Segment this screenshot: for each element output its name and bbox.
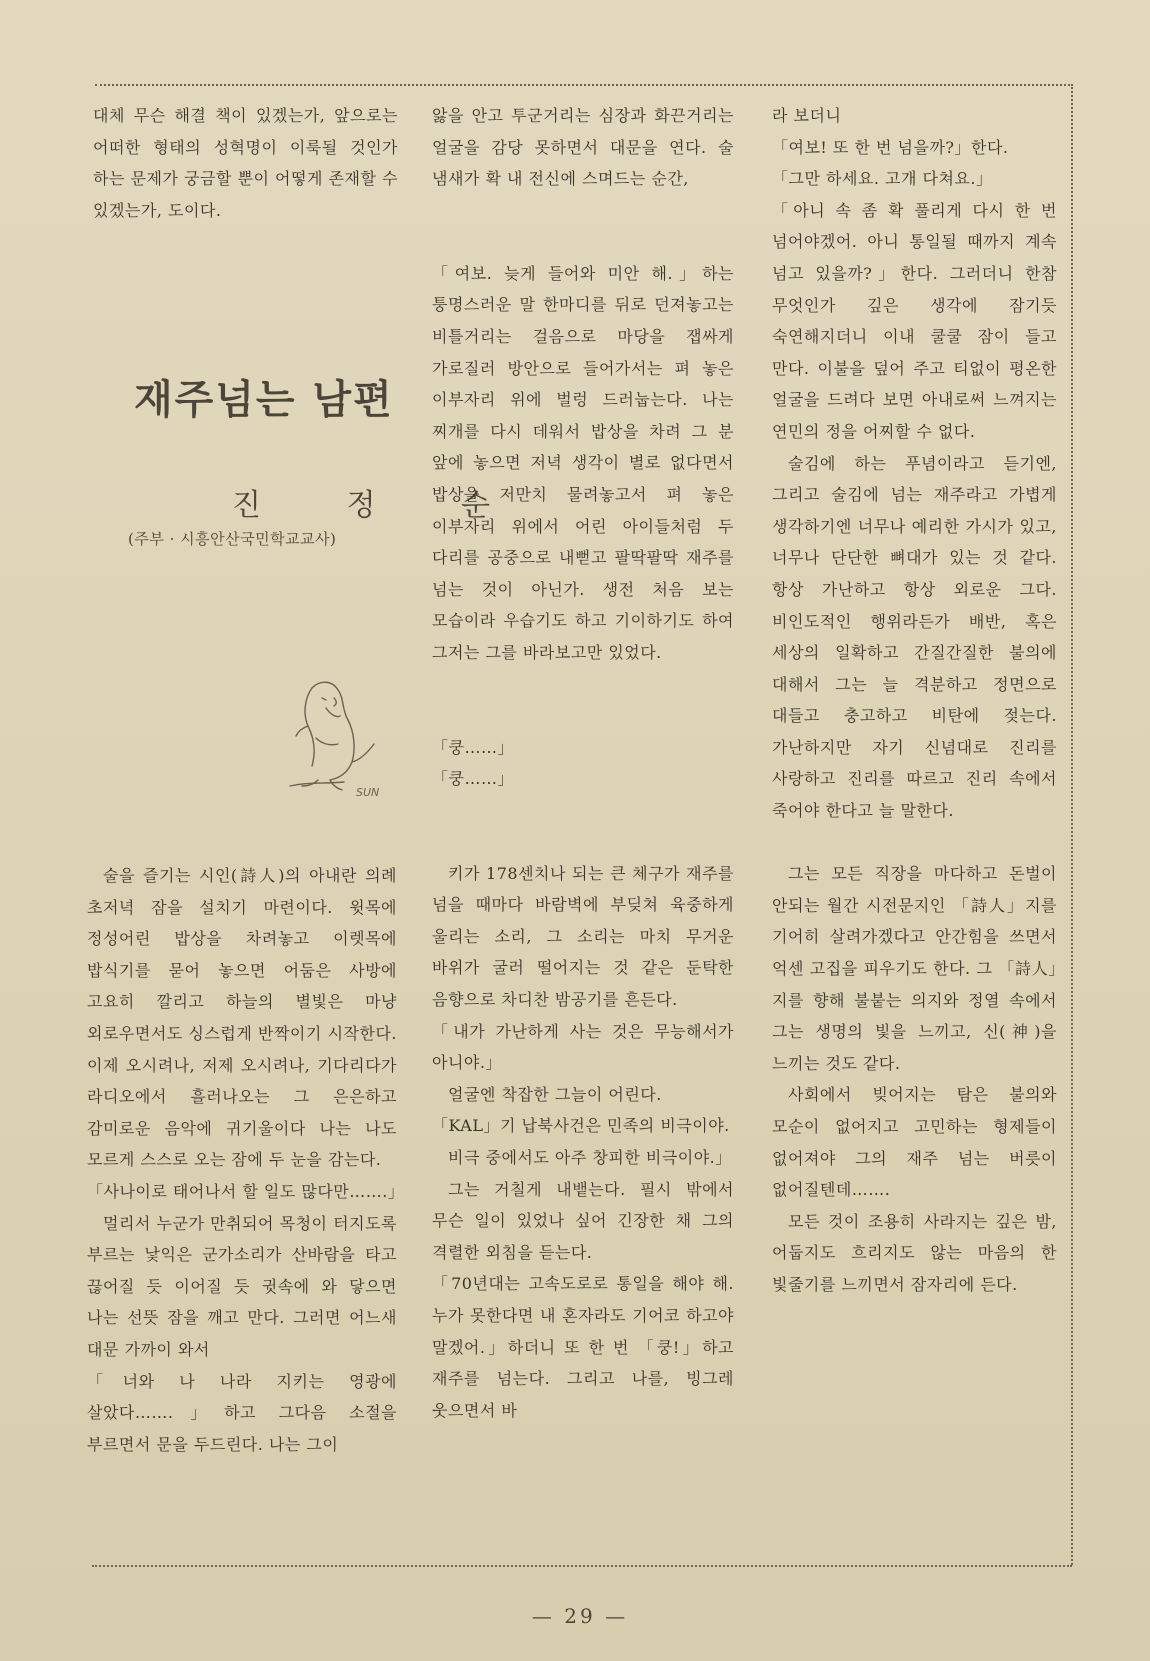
paragraph: 「쿵……」 bbox=[432, 737, 514, 757]
author-affiliation: (주부 · 시흥안산국민학교교사) bbox=[128, 530, 337, 548]
paragraph: 「KAL」기 납북사건은 민족의 비극이야. bbox=[432, 1116, 730, 1136]
paragraph: 술을 즐기는 시인(詩人)의 아내란 의례 초저녁 잠을 설치기 마련이다. 윗목에 정성어린 밥상을 차려놓고 이렛목에 밥식기를 묻어 놓으면 어둠은 사방에 고요히 깔리고 하늘의 별빛은 마냥 외로우면서도 싱스럽게 반짝이기 시작한다. 이제 오시려나, 저제 오시려나, 기다리다가 라디오에서 흘러나오는 그 은은하고 감미로운 음악에 귀기울이다 나는 나도 모르게 스스로 오는 잠에 두 눈을 감는다. bbox=[87, 866, 397, 1170]
paragraph: 「사나이로 태어나서 할 일도 많다만…….」 bbox=[87, 1181, 405, 1201]
paragraph: 「쿵……」 bbox=[432, 769, 514, 789]
paragraph: 대체 무슨 해결 책이 있겠는가, 앞으로는 어떠한 형태의 성혁명이 이룩될 것인가 하는 문제가 궁금할 뿐이 어떻게 존재할 수 있겠는가, 도이다. bbox=[93, 106, 398, 220]
paragraph: 모든 것이 조용히 사라지는 깊은 밤, 어둡지도 흐리지도 않는 마음의 한 빛줄기를 느끼면서 잠자리에 든다. bbox=[772, 1211, 1057, 1294]
right-dotted-rule bbox=[1071, 84, 1073, 1565]
top-dotted-rule bbox=[95, 84, 1070, 86]
article-title: 재주넘는 남편 bbox=[134, 377, 394, 423]
page-number: — 29 — bbox=[531, 1604, 629, 1628]
paragraph: 그는 모든 직장을 마다하고 돈벌이 안되는 월간 시전문지인 「詩人」지를 기어히 살려가겠다고 안간힘을 쓰면서 억센 고집을 피우기도 한다. 그 「詩人」지를 향해 불붙는 의지와 정열 속에서 그는 생명의 빛을 느끼고, 신(神)을 느끼는 것도 같다. bbox=[772, 864, 1057, 1073]
paragraph: 「내가 가난하게 사는 것은 무능해서가 아니야.」 bbox=[432, 1021, 734, 1073]
paragraph: 키가 178센치나 되는 큰 체구가 재주를 넘을 때마다 바람벽에 부딪쳐 육중하게 울리는 소리, 그 소리는 마치 무거운 바위가 굴러 떨어지는 것 같은 둔탁한 음향으로 차디찬 밤공기를 흔든다. bbox=[432, 863, 734, 1010]
paragraph: 사회에서 빚어지는 탐은 불의와 모순이 없어지고 고민하는 형제들이 없어져야 그의 재주 넘는 버릇이 없어질텐데……. bbox=[772, 1085, 1057, 1200]
paragraph: 술김에 하는 푸념이라고 듣기엔, 그리고 술김에 넘는 재주라고 가볍게 생각하기엔 너무나 예리한 가시가 있고, 너무나 단단한 뼈대가 있는 것 같다. 항상 가난하고 항상 외로운 그다. 비인도적인 행위라든가 배반, 혹은 세상의 일확하고 간질간질한 불의에 대해서 그는 늘 격분하고 정면으로 대들고 충고하고 비탄에 젖는다. 가난하지만 자기 신념대로 진리를 사랑하고 진리를 따르고 진리 속에서 죽어야 한다고 늘 말한다. bbox=[772, 453, 1057, 821]
paragraph: 앓을 안고 투군거리는 심장과 화끈거리는 얼굴을 감당 못하면서 대문을 연다. 술 냄새가 확 내 전신에 스며드는 순간, bbox=[432, 106, 734, 189]
column-1-top bbox=[93, 100, 398, 226]
paragraph: 「여보! 또 한 번 넘을까?」한다. bbox=[772, 137, 1009, 157]
paragraph: 「아니 속 좀 확 풀리게 다시 한 번 넘어야겠어. 아니 통일될 때까지 계속 넘고 있을까?」한다. 그러더니 한참 무엇인가 깊은 생각에 잠기듯 숙연해지더니 이내 쿨쿨 잠이 들고 만다. 이불을 덮어 주고 티없이 평온한 얼굴을 드려다 보면 아내로써 느껴지는 연민의 정을 어찌할 수 없다. bbox=[772, 200, 1057, 441]
paragraph: 멀리서 누군가 만취되어 목청이 터지도록 부르는 낯익은 군가소리가 산바람을 타고 끊어질 듯 이어질 듯 귓속에 와 닿으면 나는 선뜻 잠을 깨고 만다. 그러면 어느새 대문 가까이 와서 bbox=[87, 1213, 397, 1359]
paragraph: 「그만 하세요. 고개 다쳐요.」 bbox=[772, 169, 993, 189]
paragraph: 「여보. 늦게 들어와 미안 해.」하는 퉁명스러운 말 한마디를 뒤로 던져놓고는 비틀거리는 걸음으로 마당을 잽싸게 가로질러 방안으로 들어가서는 펴 놓은 이부자리 위에 벌렁 드러눕는다. 나는 찌개를 다시 데워서 밥상을 차려 그 분 앞에 놓으면 저녁 생각이 별로 없다면서 밥상을 저만치 물려놓고서 펴 놓은 이부자리 위에서 어린 아이들처럼 두 다리를 공중으로 내뻗고 팔딱팔딱 재주를 넘는 것이 아닌가. 생전 처음 보는 모습이라 우습기도 하고 기이하기도 하여 그저는 그를 바라보고만 있었다. bbox=[432, 263, 734, 662]
column-3 bbox=[772, 100, 1057, 1301]
paragraph: 「너와 나 나라 지키는 영광에 살았다…….」하고 그다음 소절을 부르면서 문을 두드린다. 나는 그이 bbox=[87, 1371, 397, 1454]
column-1-bottom bbox=[87, 860, 405, 1460]
paragraph: 얼굴엔 착잡한 그늘이 어린다. bbox=[448, 1084, 662, 1104]
paragraph: 그는 거칠게 내뱉는다. 필시 밖에서 무슨 일이 있었나 싶어 긴장한 채 그의 격렬한 외침을 듣는다. bbox=[432, 1179, 734, 1262]
author-name: 진 정 순 bbox=[232, 488, 529, 523]
paragraph: 라 보더니 bbox=[772, 106, 842, 125]
paragraph: 「70년대는 고속도로로 통일을 해야 해. 누가 못한다면 내 혼자라도 기어코 하고야 말겠어.」하더니 또 한 번 「쿵!」하고 재주를 넘는다. 그리고 나를, 빙그레 웃으면서 바 bbox=[432, 1274, 734, 1420]
illustration-signature: SUN bbox=[356, 786, 380, 799]
paragraph: 비극 중에서도 아주 창피한 비극이야.」 bbox=[448, 1148, 732, 1168]
column-2 bbox=[432, 100, 734, 1426]
bottom-dotted-rule bbox=[92, 1565, 1072, 1567]
bird-sketch-illustration bbox=[282, 668, 404, 800]
